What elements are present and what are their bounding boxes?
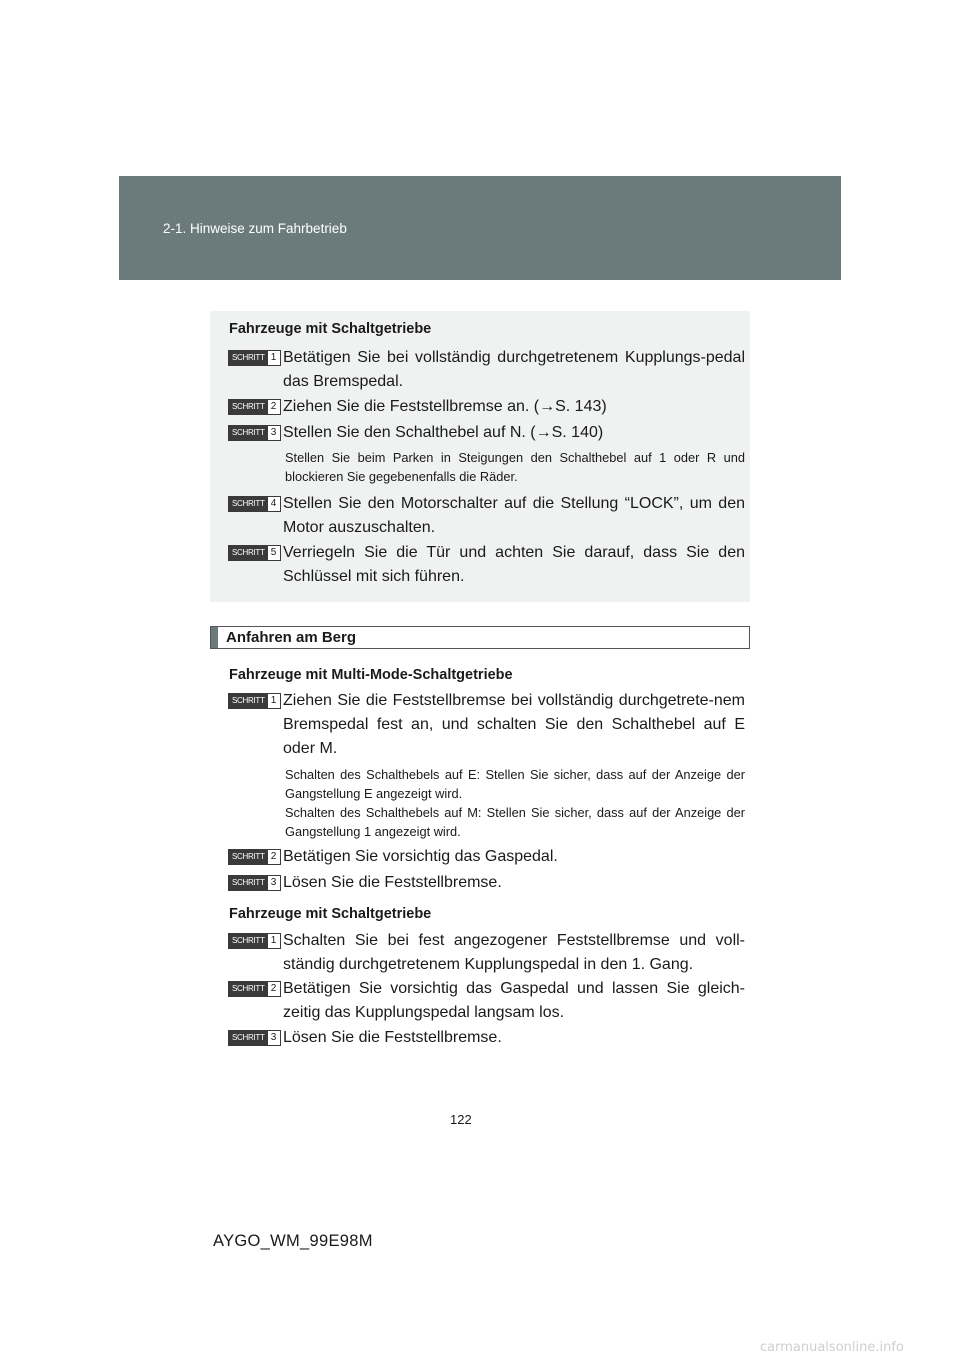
manual-step-2 [228,977,745,1025]
step-badge: SCHRITT 1 [228,693,281,709]
box-note: Stellen Sie beim Parken in Steigungen den Schalthebel auf 1 oder R und blockieren Sie gegebenenfalls die Räder. [285,450,745,484]
step-badge: SCHRITT 2 [228,399,281,415]
mmt-note-2: Schalten des Schalthebels auf M: Stellen Sie sicher, dass auf der Anzeige der Gangstellung 1 angezeigt wird. [285,805,745,839]
manual-step-1 [228,929,745,977]
manual-heading: Fahrzeuge mit Schaltgetriebe [229,906,432,922]
step-text: Ziehen Sie die Feststellbremse an. (→S. 143) [283,398,607,415]
chapter-title: 2-1. Hinweise zum Fahrbetrieb [163,221,347,236]
box-step-3 [228,421,745,445]
step-text: Ziehen Sie die Feststellbremse bei vollständig durchgetrete-nem Bremspedal fest an, und schalten Sie den Schalthebel auf E oder M. [283,692,745,757]
page-number: 122 [450,1112,472,1127]
step-text: Lösen Sie die Feststellbremse. [283,874,502,891]
step-text: Betätigen Sie bei vollständig durchgetretenem Kupplungs-pedal das Bremspedal. [283,349,745,390]
header-bar [119,176,841,280]
section-title: Anfahren am Berg [226,629,357,646]
box-step-5 [228,541,745,589]
step-badge: SCHRITT 3 [228,425,281,441]
step-text: Betätigen Sie vorsichtig das Gaspedal und lassen Sie gleich-zeitig das Kupplungspedal langsam los. [283,980,745,1021]
box-step-2 [228,395,745,419]
step-badge: SCHRITT 3 [228,1030,281,1046]
step-text: Schalten Sie bei fest angezogener Feststellbremse und voll-ständig durchgetretenem Kupplungspedal in den 1. Gang. [283,932,745,973]
section-header [210,626,750,649]
box-heading: Fahrzeuge mit Schaltgetriebe [229,321,432,337]
step-badge: SCHRITT 4 [228,496,281,512]
mmt-note-1: Schalten des Schalthebels auf E: Stellen Sie sicher, dass auf der Anzeige der Gangstellung E angezeigt wird. [285,767,745,801]
step-badge: SCHRITT 2 [228,849,281,865]
mmt-step-2 [228,845,745,869]
document-code: AYGO_WM_99E98M [213,1232,373,1250]
mmt-step-1 [228,689,745,761]
manual-step-3 [228,1026,745,1050]
step-text: Lösen Sie die Feststellbremse. [283,1029,502,1046]
step-text: Verriegeln Sie die Tür und achten Sie darauf, dass Sie den Schlüssel mit sich führen. [283,544,745,585]
step-badge: SCHRITT 1 [228,350,281,366]
box-step-4 [228,492,745,540]
step-badge: SCHRITT 5 [228,545,281,561]
step-badge: SCHRITT 2 [228,981,281,997]
step-text: Stellen Sie den Schalthebel auf N. (→S. 140) [283,424,604,441]
step-badge: SCHRITT 3 [228,875,281,891]
step-text: Betätigen Sie vorsichtig das Gaspedal. [283,848,558,865]
mmt-step-3 [228,871,745,895]
box-step-1 [228,346,745,394]
step-badge: SCHRITT 1 [228,933,281,949]
section-marker [211,627,218,648]
watermark: carmanualsonline.info [760,1340,904,1355]
step-text: Stellen Sie den Motorschalter auf die Stellung “LOCK”, um den Motor auszuschalten. [283,495,745,536]
mmt-heading: Fahrzeuge mit Multi-Mode-Schaltgetriebe [229,667,513,683]
